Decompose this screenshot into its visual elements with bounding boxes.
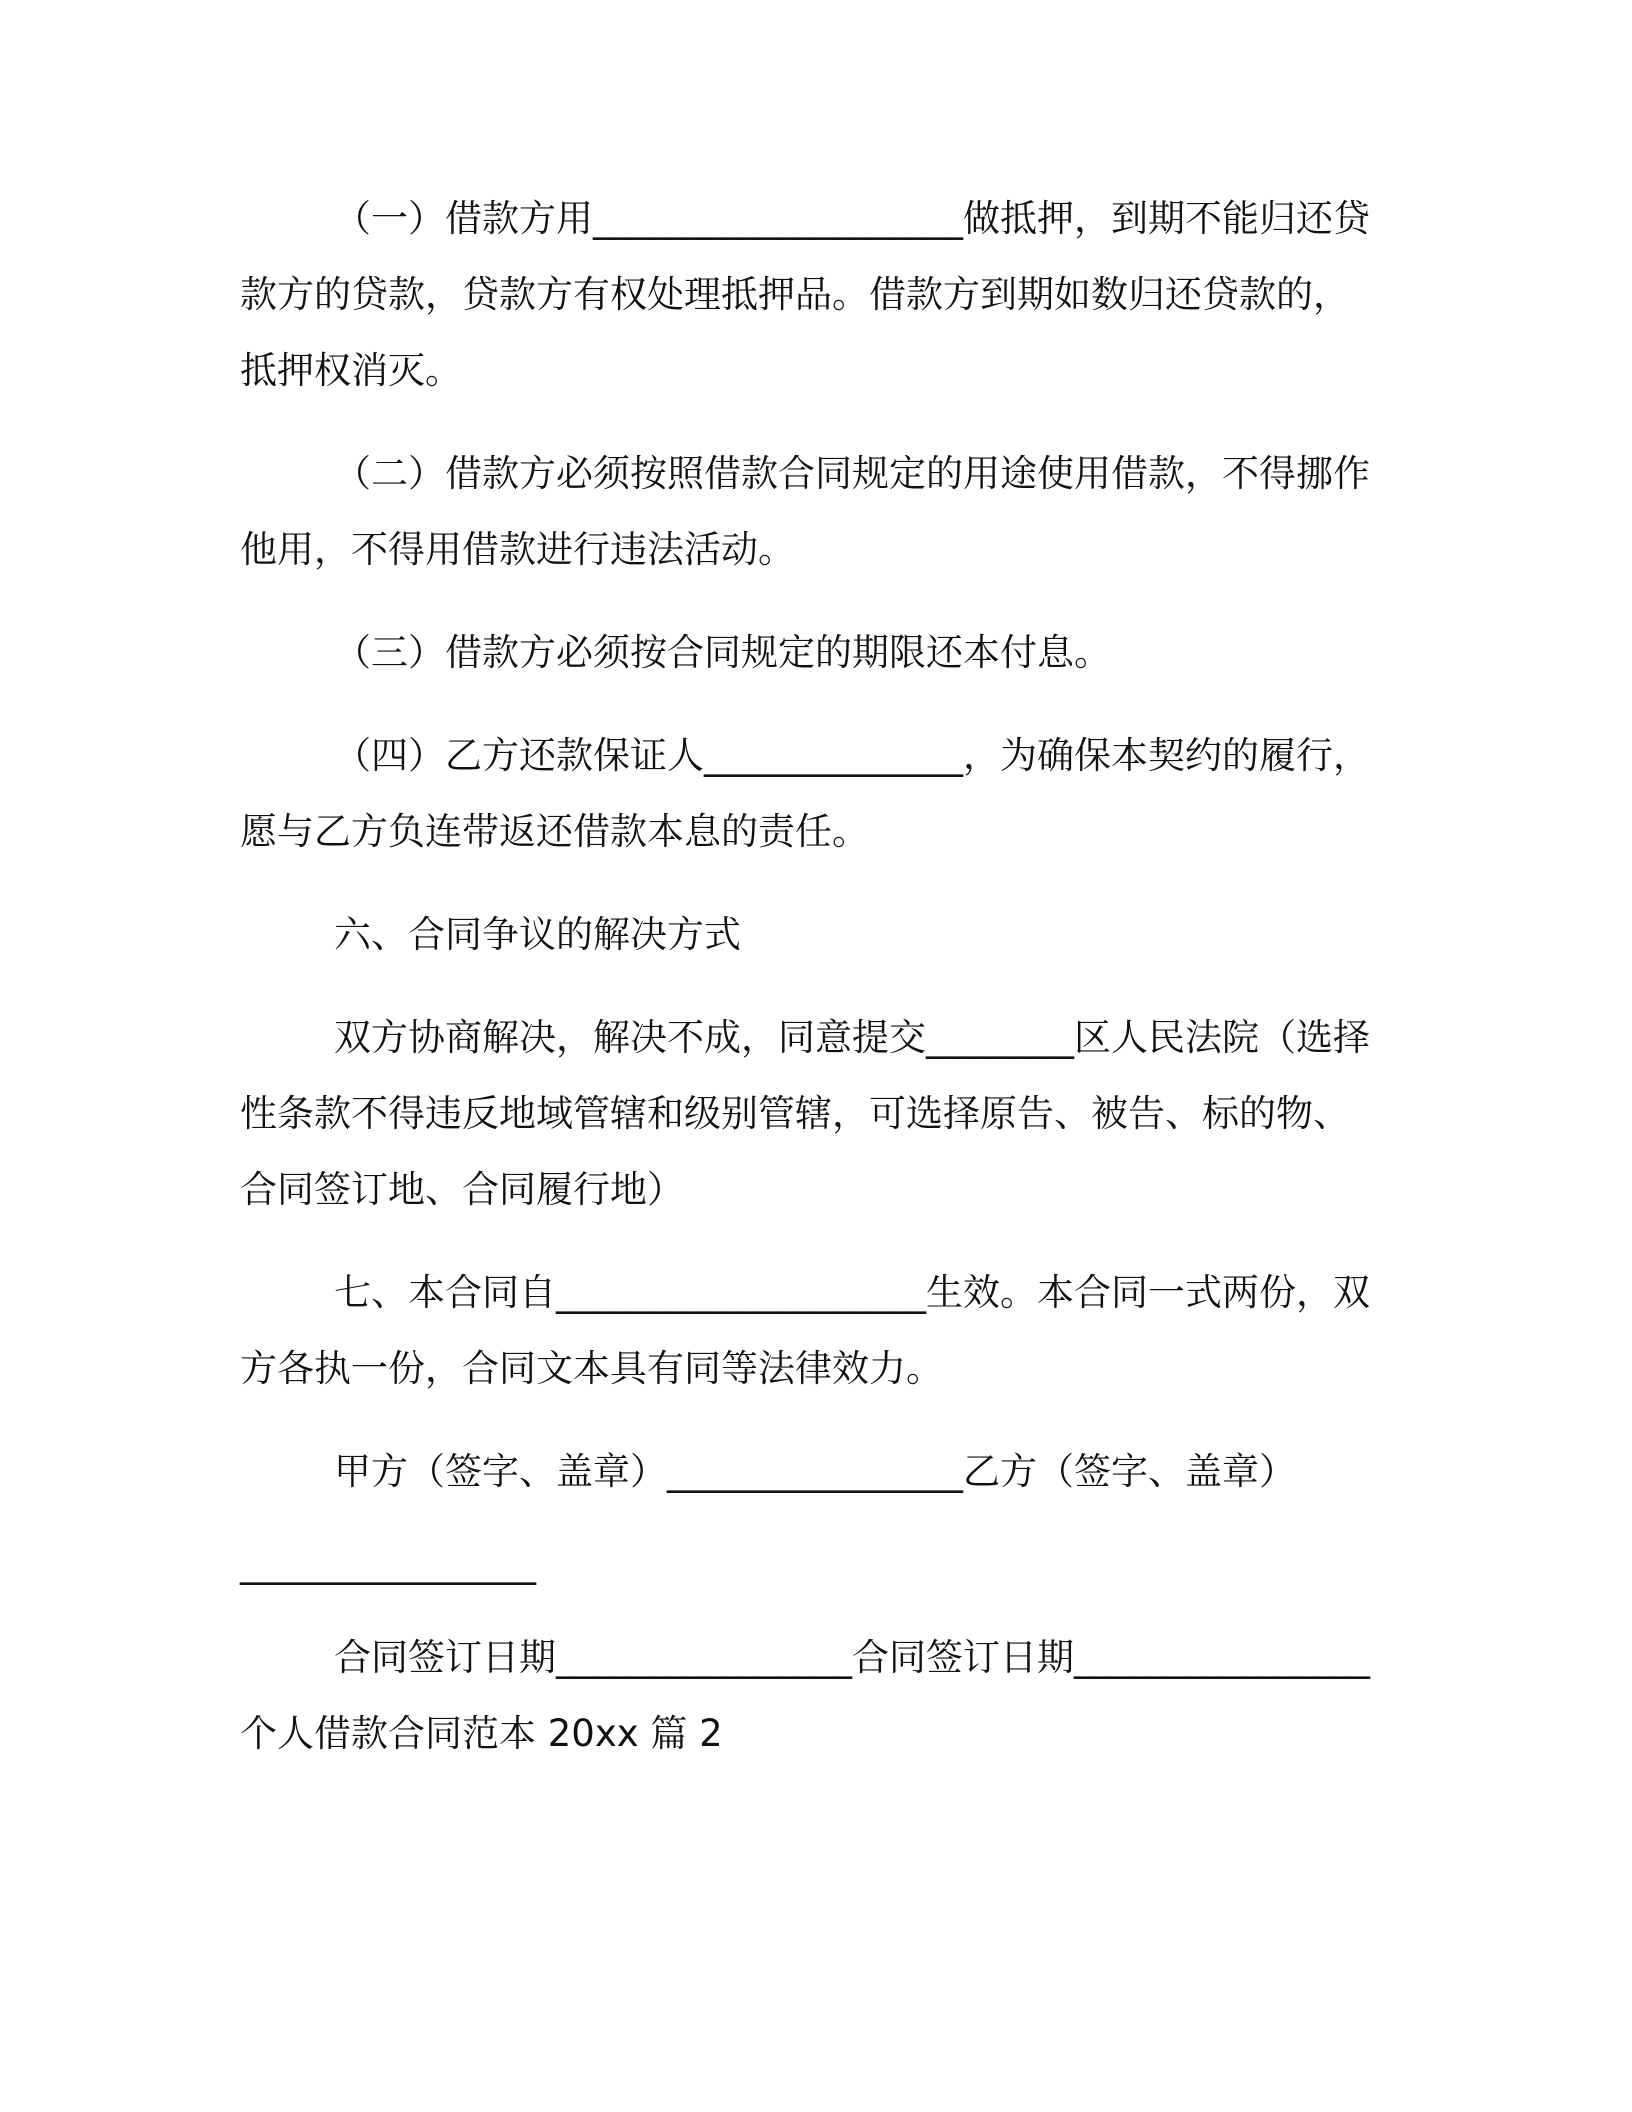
signature-blank-line: ________________ bbox=[240, 1542, 536, 1585]
section-7-line-2: 方各执一份，合同文本具有同等法律效力。 bbox=[240, 1347, 943, 1390]
section-6-line-1: 双方协商解决，解决不成，同意提交________区人民法院（选择 bbox=[334, 1016, 1370, 1059]
section-6-line-2: 性条款不得违反地域管辖和级别管辖，可选择原告、被告、标的物、 bbox=[240, 1092, 1350, 1135]
section-7-line-1: 七、本合同自____________________生效。本合同一式两份，双 bbox=[334, 1271, 1370, 1314]
section-6-heading: 六、合同争议的解决方式 bbox=[334, 913, 741, 956]
clause-1-line-3: 抵押权消灭。 bbox=[240, 349, 462, 392]
sign-date-line: 合同签订日期________________合同签订日期________________ bbox=[334, 1636, 1370, 1679]
clause-1-line-1: （一）借款方用____________________做抵押，到期不能归还贷 bbox=[334, 197, 1370, 240]
clause-4-line-2: 愿与乙方负连带返还借款本息的责任。 bbox=[240, 810, 869, 853]
section-6-line-3: 合同签订地、合同履行地） bbox=[240, 1168, 684, 1211]
next-contract-title: 个人借款合同范本 20xx 篇 2 bbox=[240, 1712, 723, 1755]
signature-line: 甲方（签字、盖章）________________乙方（签字、盖章） bbox=[334, 1450, 1296, 1493]
clause-2-line-1: （二）借款方必须按照借款合同规定的用途使用借款，不得挪作 bbox=[334, 452, 1370, 495]
clause-4-line-1: （四）乙方还款保证人______________，为确保本契约的履行， bbox=[334, 734, 1370, 777]
clause-1-line-2: 款方的贷款，贷款方有权处理抵押品。借款方到期如数归还贷款的， bbox=[240, 273, 1350, 316]
clause-3-line-1: （三）借款方必须按合同规定的期限还本付息。 bbox=[334, 631, 1111, 674]
clause-2-line-2: 他用，不得用借款进行违法活动。 bbox=[240, 528, 795, 571]
